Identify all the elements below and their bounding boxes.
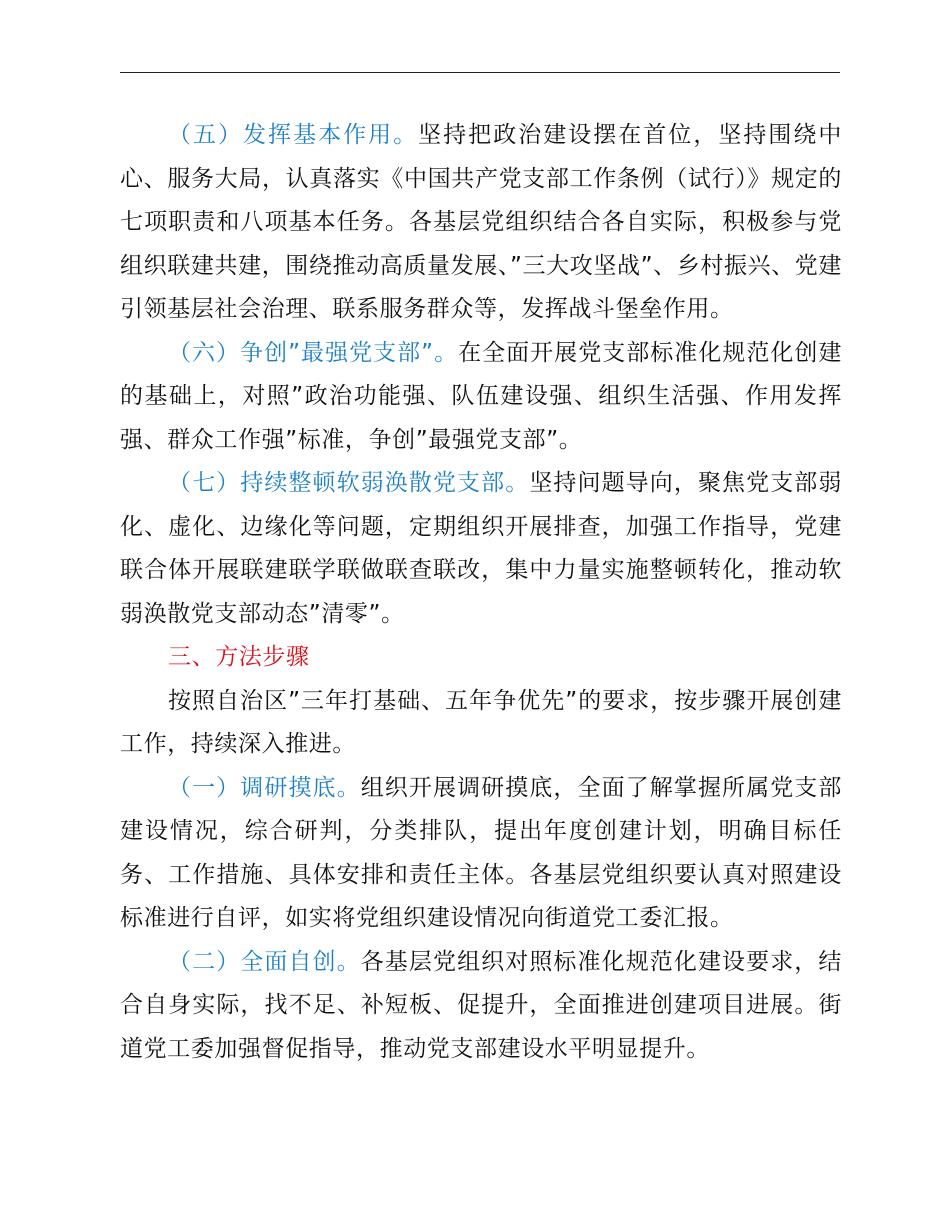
paragraph-heading: （二）全面自创。 — [168, 948, 361, 975]
paragraph-text: 组织开展调研摸底，全面了解掌握所属党支部建设情况，综合研判，分类排队，提出年度创建计划，明确目标任务、工作措施、具体安排和责任主体。各基层党组织要认真对照建设标准进行自评，如实将党组织建设情况向街道党工委汇报。 — [120, 774, 842, 931]
paragraph-heading: （五）发挥基本作用。 — [168, 122, 419, 148]
section-intro: 按照自治区”三年打基础、五年争优先”的要求，按步骤开展创建工作，持续深入推进。 — [120, 687, 842, 757]
step-1 — [120, 767, 842, 941]
step-2 — [120, 941, 842, 1072]
paragraph-heading: （六）争创”最强党支部”。 — [168, 339, 459, 366]
paragraph-6 — [120, 332, 842, 463]
header-rule — [120, 72, 840, 73]
paragraph-heading: （一）调研摸底。 — [168, 774, 361, 801]
paragraph-text: 坚持把政治建设摆在首位，坚持围绕中心、服务大局，认真落实《中国共产党支部工作条例（试行）》规定的七项职责和八项基本任务。各基层党组织结合各自实际，积极参与党组织联建共建，围绕推动高质量发展、”三大攻坚战”、乡村振兴、党建引领基层社会治理、联系服务群众等，发挥战斗堡垒作用。 — [120, 122, 843, 322]
paragraph-text: 坚持问题导向，聚焦党支部弱化、虚化、边缘化等问题，定期组织开展排查，加强工作指导，党建联合体开展联建联学联做联查联改，集中力量实施整顿转化，推动软弱涣散党支部动态”清零”。 — [120, 470, 842, 627]
paragraph-text: 各基层党组织对照标准化规范化建设要求，结合自身实际，找不足、补短板、促提升，全面推进创建项目进展。街道党工委加强督促指导，推动党支部建设水平明显提升。 — [120, 948, 842, 1062]
section-heading: 三、方法步骤 — [168, 644, 310, 670]
paragraph-heading: （七）持续整顿软弱涣散党支部。 — [168, 470, 530, 496]
paragraph-7 — [120, 462, 842, 636]
paragraph-text: 在全面开展党支部标准化规范化创建的基础上，对照”政治功能强、队伍建设强、组织生活强、作用发挥强、群众工作强”标准，争创”最强党支部”。 — [120, 339, 842, 453]
document-body — [120, 114, 842, 1071]
paragraph-5 — [120, 114, 842, 332]
